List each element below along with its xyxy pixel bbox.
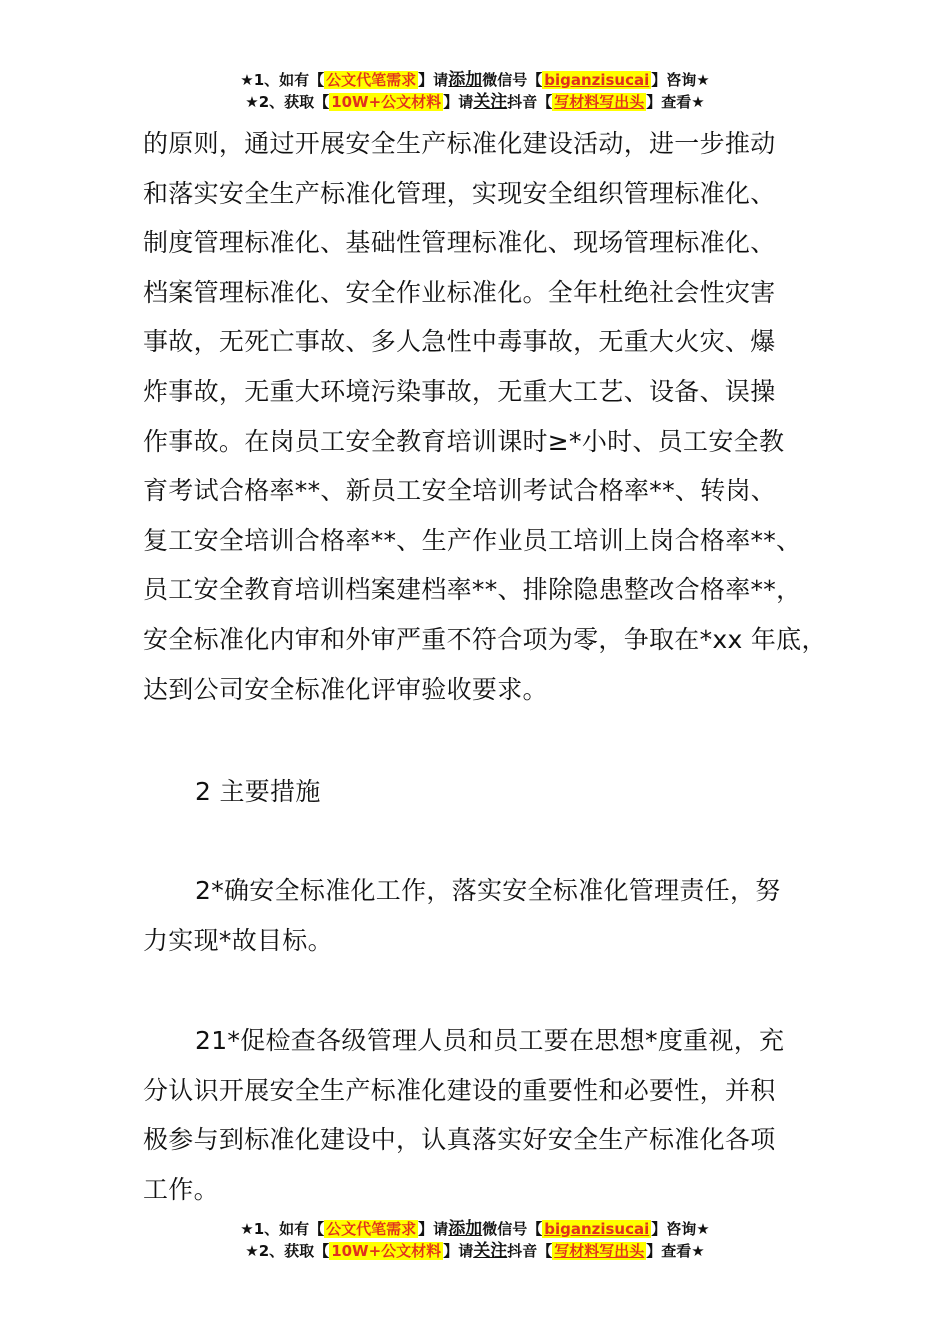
text-line: 的原则，通过开展安全生产标准化建设活动，进一步推动 bbox=[143, 129, 776, 158]
service-highlight: 公文代笔需求 bbox=[326, 1220, 417, 1238]
text-line: 安全标准化内审和外审严重不符合项为零，争取在*xx 年底， bbox=[143, 624, 827, 654]
text-line: 作事故。在岗员工安全教育培训课时≥*小时、员工安全教 bbox=[143, 426, 785, 456]
text-line: 2*确安全标准化工作，落实安全标准化管理责任，努 bbox=[195, 876, 781, 905]
douyin-account-link[interactable]: 写材料写出头 bbox=[554, 93, 645, 111]
text-line: 工作。 bbox=[143, 1174, 219, 1204]
text-line: 事故，无死亡事故、多人急性中毒事故，无重大火灾、爆 bbox=[143, 327, 776, 357]
paragraph-measure-2 bbox=[143, 866, 833, 965]
douyin-account-link[interactable]: 写材料写出头 bbox=[554, 1242, 645, 1260]
text-line: 育考试合格率**、新员工安全培训考试合格率**、转岗、 bbox=[143, 476, 777, 506]
text-line: 员工安全教育培训档案建档率**、排除隐患整改合格率**， bbox=[143, 575, 802, 605]
banner-line-2: ★2、获取【 10W+公文材料 】请关注抖音【 写材料写出头 】查看★ bbox=[245, 92, 705, 112]
text-line: 达到公司安全标准化评审验收要求。 bbox=[143, 674, 548, 704]
banner-line-1: ★1、如有【 公文代笔需求 】请添加微信号【 biganzisucai 】咨询★ bbox=[240, 1219, 710, 1239]
footer-banner bbox=[0, 1218, 950, 1262]
text-line: 分认识开展安全生产标准化建设的重要性和必要性，并积 bbox=[143, 1075, 776, 1105]
wechat-id-link[interactable]: biganzisucai bbox=[544, 71, 650, 89]
banner-line-2: ★2、获取【 10W+公文材料 】请关注抖音【 写材料写出头 】查看★ bbox=[245, 1241, 705, 1261]
banner-line-1: ★1、如有【 公文代笔需求 】请添加微信号【 biganzisucai 】咨询★ bbox=[240, 70, 710, 90]
service-highlight: 公文代笔需求 bbox=[326, 71, 417, 89]
text-line: 档案管理标准化、安全作业标准化。全年杜绝社会性灾害 bbox=[143, 277, 776, 307]
wechat-id-link[interactable]: biganzisucai bbox=[544, 1220, 650, 1238]
text-line: 和落实安全生产标准化管理，实现安全组织管理标准化、 bbox=[143, 178, 776, 208]
text-line: 力实现*故目标。 bbox=[143, 925, 333, 955]
header-banner bbox=[0, 69, 950, 113]
paragraph-goals bbox=[143, 119, 833, 714]
text-line: 复工安全培训合格率**、生产作业员工培训上岗合格率**、 bbox=[143, 525, 802, 555]
text-line: 极参与到标准化建设中，认真落实好安全生产标准化各项 bbox=[143, 1125, 776, 1155]
text-line: 制度管理标准化、基础性管理标准化、现场管理标准化、 bbox=[143, 228, 776, 258]
text-line: 炸事故，无重大环境污染事故，无重大工艺、设备、误操 bbox=[143, 376, 776, 406]
section-heading: 2 主要措施 bbox=[195, 777, 321, 806]
materials-highlight: 10W+公文材料 bbox=[331, 93, 442, 111]
materials-highlight: 10W+公文材料 bbox=[331, 1242, 442, 1260]
text-line: 21*促检查各级管理人员和员工要在思想*度重视，充 bbox=[195, 1026, 785, 1055]
paragraph-measure-21 bbox=[143, 1016, 833, 1214]
